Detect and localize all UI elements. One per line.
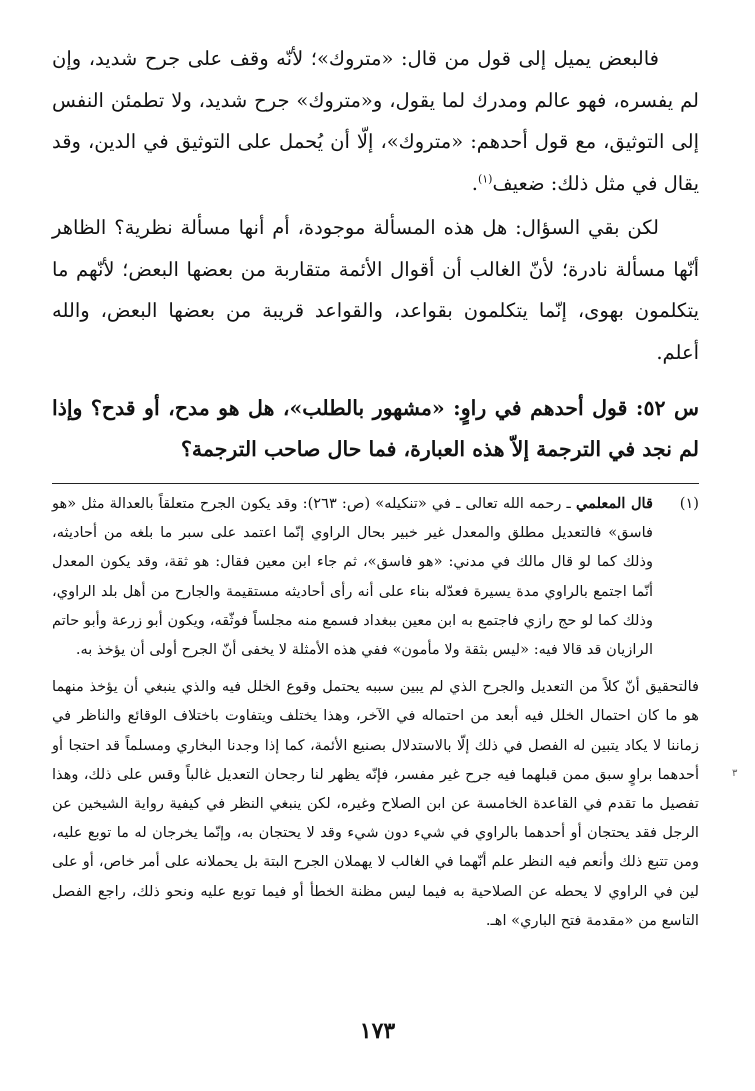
footnote-author: قال المعلمي — [575, 495, 653, 512]
paragraph-1-text: فالبعض يميل إلى قول من قال: «متروك»؛ لأنّه وقف على جرح شديد، وإن لم يفسره، فهو عالم ومدرك لما يقول، و«متروك» جرح شديد، ولا تطمئن النفس إلى التوثيق، مع قول أحدهم: «متروك»، إلّا أن يُحمل على التوثيق في الدين، وقد يقال في مثل ذلك: ضعيف — [52, 47, 699, 195]
footnote-number: (١) — [679, 495, 699, 512]
paragraph-1-end: . — [471, 171, 478, 195]
question-text: س ٥٢: قول أحدهم في راوٍ: «مشهور بالطلب»، هل هو مدح، أو قدح؟ وإذا لم نجد في الترجمة إلاّ هذه العبارة، فما حال صاحب الترجمة؟ — [52, 396, 699, 461]
paragraph-2 — [52, 207, 699, 373]
footnote-reference[interactable]: (١) — [477, 172, 493, 185]
footnote-divider — [52, 483, 699, 484]
footnote — [52, 489, 699, 935]
footnote-paragraph-2: فالتحقيق أنّ كلاً من التعديل والجرح الذي لم يبين سببه يحتمل وقوع الخلل فيه والذي ينبغي أن يؤخذ منهما هو ما كان احتمال الخلل فيه أبعد من احتماله في الآخر، وهذا يختلف ويتفاوت باختلاف الوقائع والناظر في زماننا لا يكاد يتبين له الفصل في ذلك إلّا بالاستدلال بصنيع الأئمة، كما إذا وجدنا البخاري ومسلماً قد احتجا أو أحدهما براوٍ سبق ممن قبلهما فيه جرح غير مفسر، فإنّه يظهر لنا رجحان التعديل غالباً وقس على ذلك، وهذا تفصيل ما تقدم في القاعدة الخامسة عن ابن الصلاح وغيره، لكن ينبغي النظر في كيفية رواية الشيخين عن الرجل فقد يحتجان أو أحدهما بالراوي في شيء دون شيء وقد لا يحتجان به، وإنّما يخرجان له ما توبع عليه، ومن تتبع ذلك وأنعم فيه النظر علم أنّهما في الغالب لا يهملان الجرح البتة بل يحملانه على أمر خاص، أو على لين في الراوي لا يحطه عن الصلاحية به فيما ليس مظنة الخطأ أو فيما توبع عليه ونحو ذلك، راجع الفصل التاسع من «مقدمة فتح الباري» اهـ. — [52, 678, 699, 929]
page-number: ١٧٣ — [359, 1018, 396, 1044]
footnote-text-1: ـ رحمه الله تعالى ـ في «تنكيله» (ص: ٢٦٣): وقد يكون الجرح متعلقاً بالعدالة مثل «هو فاسق» فالتعديل مطلق والمعدل غير خبير بحال الراوي إنّما اعتمد على سبر ما بلغه من أحاديثه، وذلك كما لو قال مالك في مدني: «هو فاسق»، ثم جاء ابن معين فقال: هو ثقة، وقد يكون المعدل أنّما اجتمع بالراوي مدة يسيرة فعدّله بناء على أنه رأى أحاديثه مستقيمة والجارح من أهل بلد الراوي، وذلك كما لو حج رازي فاجتمع به ابن معين ببغداد فسمع منه مجلساً فوثّقه، ويكون أبو زرعة وأبو حاتم الرازيان قد قالا فيه: «ليس بثقة ولا مأمون» ففي هذه الأمثلة لا يخفى أنّ الجرح أولى أن يؤخذ به. — [52, 495, 653, 659]
footnote-paragraph-1 — [52, 489, 699, 664]
paragraph-1 — [52, 38, 699, 204]
question-52 — [52, 388, 699, 470]
margin-mark: ٣ — [732, 768, 738, 779]
paragraph-2-text: لكن بقي السؤال: هل هذه المسألة موجودة، أم أنها مسألة نظرية؟ الظاهر أنّها مسألة نادرة؛ لأنّ الغالب أن أقوال الأئمة متقاربة من بعضها البعض؛ لأنّهم ما يتكلمون بهوى، إنّما يتكلمون بقواعد، والقواعد قريبة من بعضها البعض، والله أعلم. — [52, 216, 699, 364]
